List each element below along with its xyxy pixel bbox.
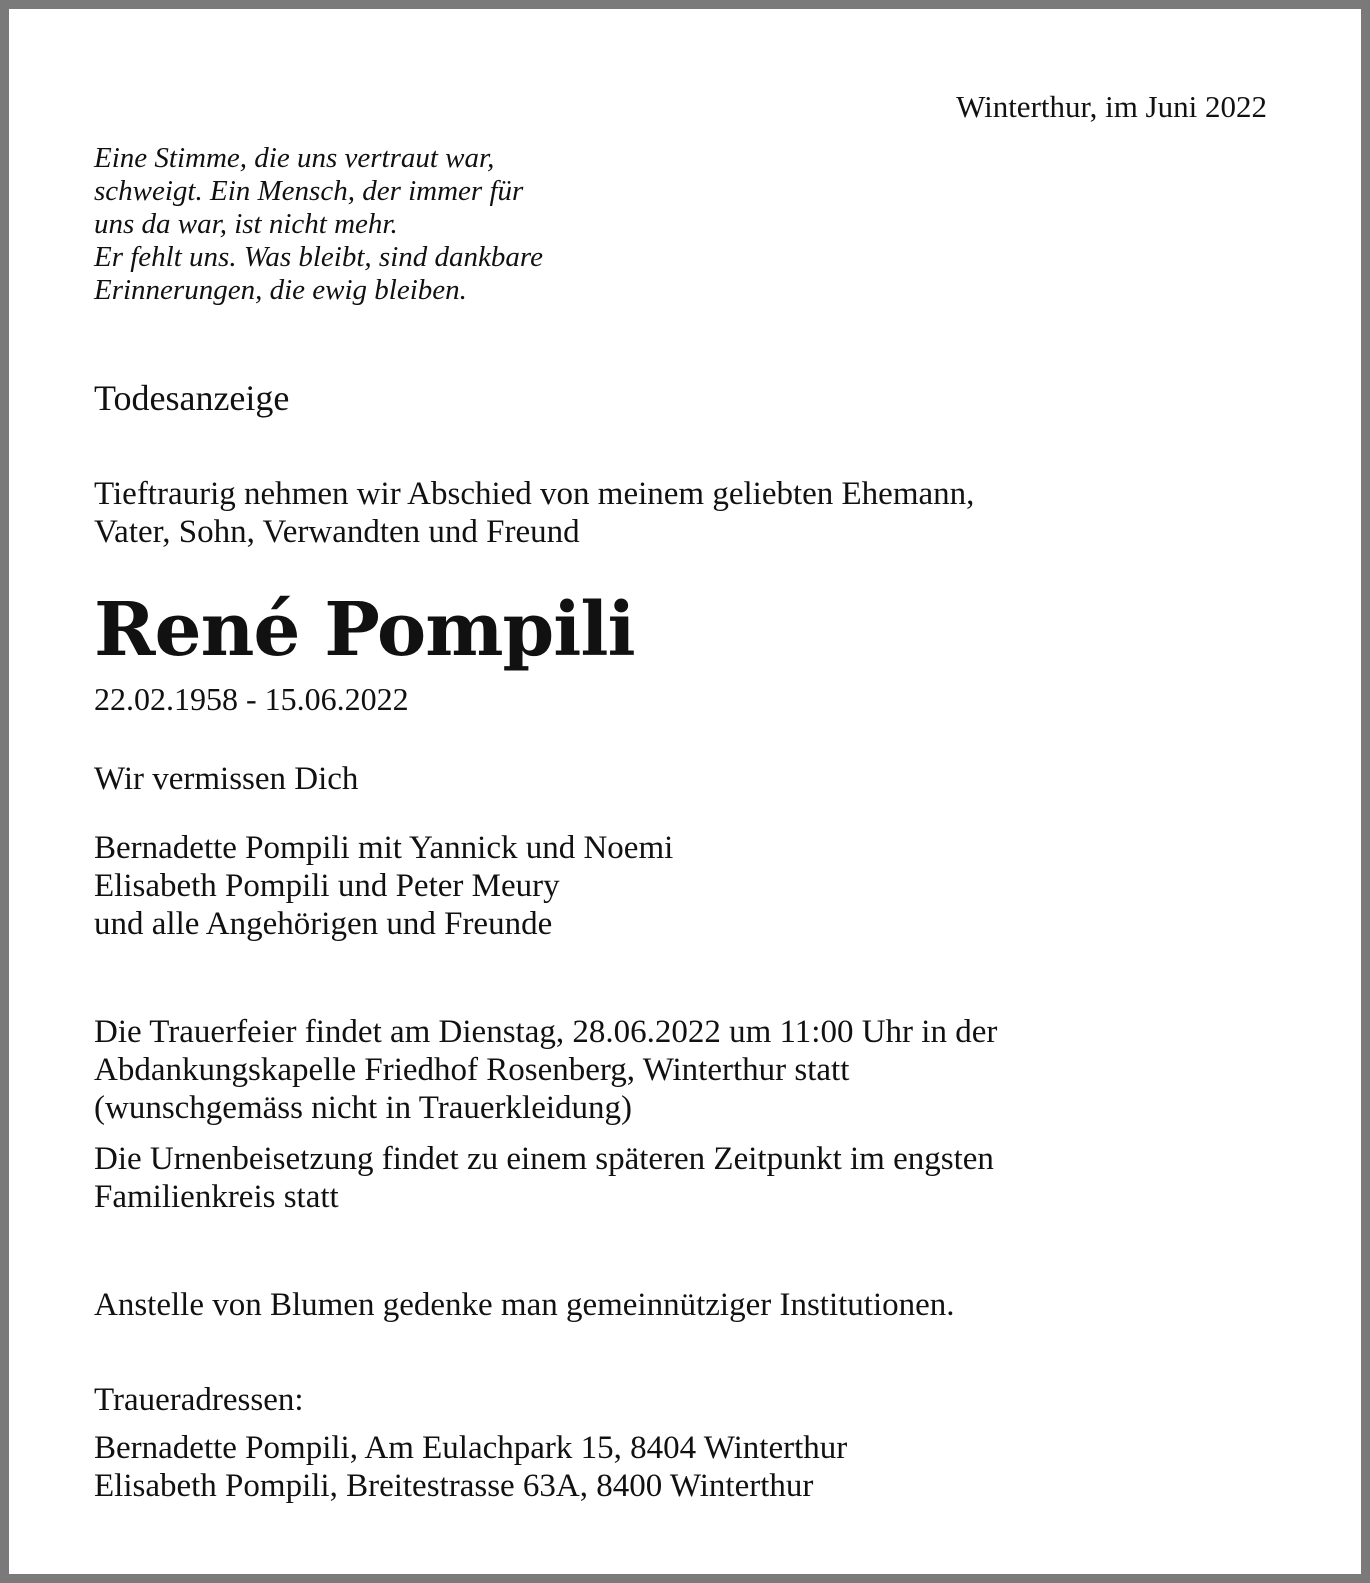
urn-info <box>94 1140 994 1216</box>
address-line: Bernadette Pompili, Am Eulachpark 15, 8404 Winterthur <box>94 1430 848 1466</box>
family-list <box>94 829 673 943</box>
place-date: Winterthur, im Juni 2022 <box>956 89 1267 124</box>
service-line: Die Trauerfeier findet am Dienstag, 28.06.2022 um 11:00 Uhr in der <box>94 1014 998 1050</box>
addresses-list <box>94 1429 847 1505</box>
urn-line: Familienkreis statt <box>94 1179 339 1215</box>
obituary-page <box>9 9 1361 1574</box>
life-dates: 22.02.1958 - 15.06.2022 <box>94 681 409 717</box>
family-line: Bernadette Pompili mit Yannick und Noemi <box>94 830 674 866</box>
intro-line: Vater, Sohn, Verwandten und Freund <box>94 514 580 550</box>
poem-line: Erinnerungen, die ewig bleiben. <box>94 274 467 306</box>
service-line: (wunschgemäss nicht in Trauerkleidung) <box>94 1090 633 1126</box>
poem-line: Er fehlt uns. Was bleibt, sind dankbare <box>94 241 543 273</box>
addresses-heading: Traueradressen: <box>94 1382 304 1418</box>
family-line: und alle Angehörigen und Freunde <box>94 906 553 942</box>
service-line: Abdankungskapelle Friedhof Rosenberg, Winterthur statt <box>94 1052 850 1088</box>
intro-text <box>94 475 974 551</box>
address-line: Elisabeth Pompili, Breitestrasse 63A, 8400 Winterthur <box>94 1468 814 1504</box>
poem-line: schweigt. Ein Mensch, der immer für <box>94 175 524 207</box>
urn-line: Die Urnenbeisetzung findet zu einem späteren Zeitpunkt im engsten <box>94 1141 994 1177</box>
poem-line: uns da war, ist nicht mehr. <box>94 208 398 240</box>
service-info <box>94 1013 997 1127</box>
heading: Todesanzeige <box>94 378 290 418</box>
poem <box>94 142 543 307</box>
family-line: Elisabeth Pompili und Peter Meury <box>94 868 560 904</box>
flowers-note: Anstelle von Blumen gedenke man gemeinnütziger Institutionen. <box>94 1287 955 1323</box>
deceased-name: René Pompili <box>94 587 635 673</box>
poem-line: Eine Stimme, die uns vertraut war, <box>94 142 495 174</box>
intro-line: Tieftraurig nehmen wir Abschied von meinem geliebten Ehemann, <box>94 476 975 512</box>
miss-line: Wir vermissen Dich <box>94 761 359 797</box>
